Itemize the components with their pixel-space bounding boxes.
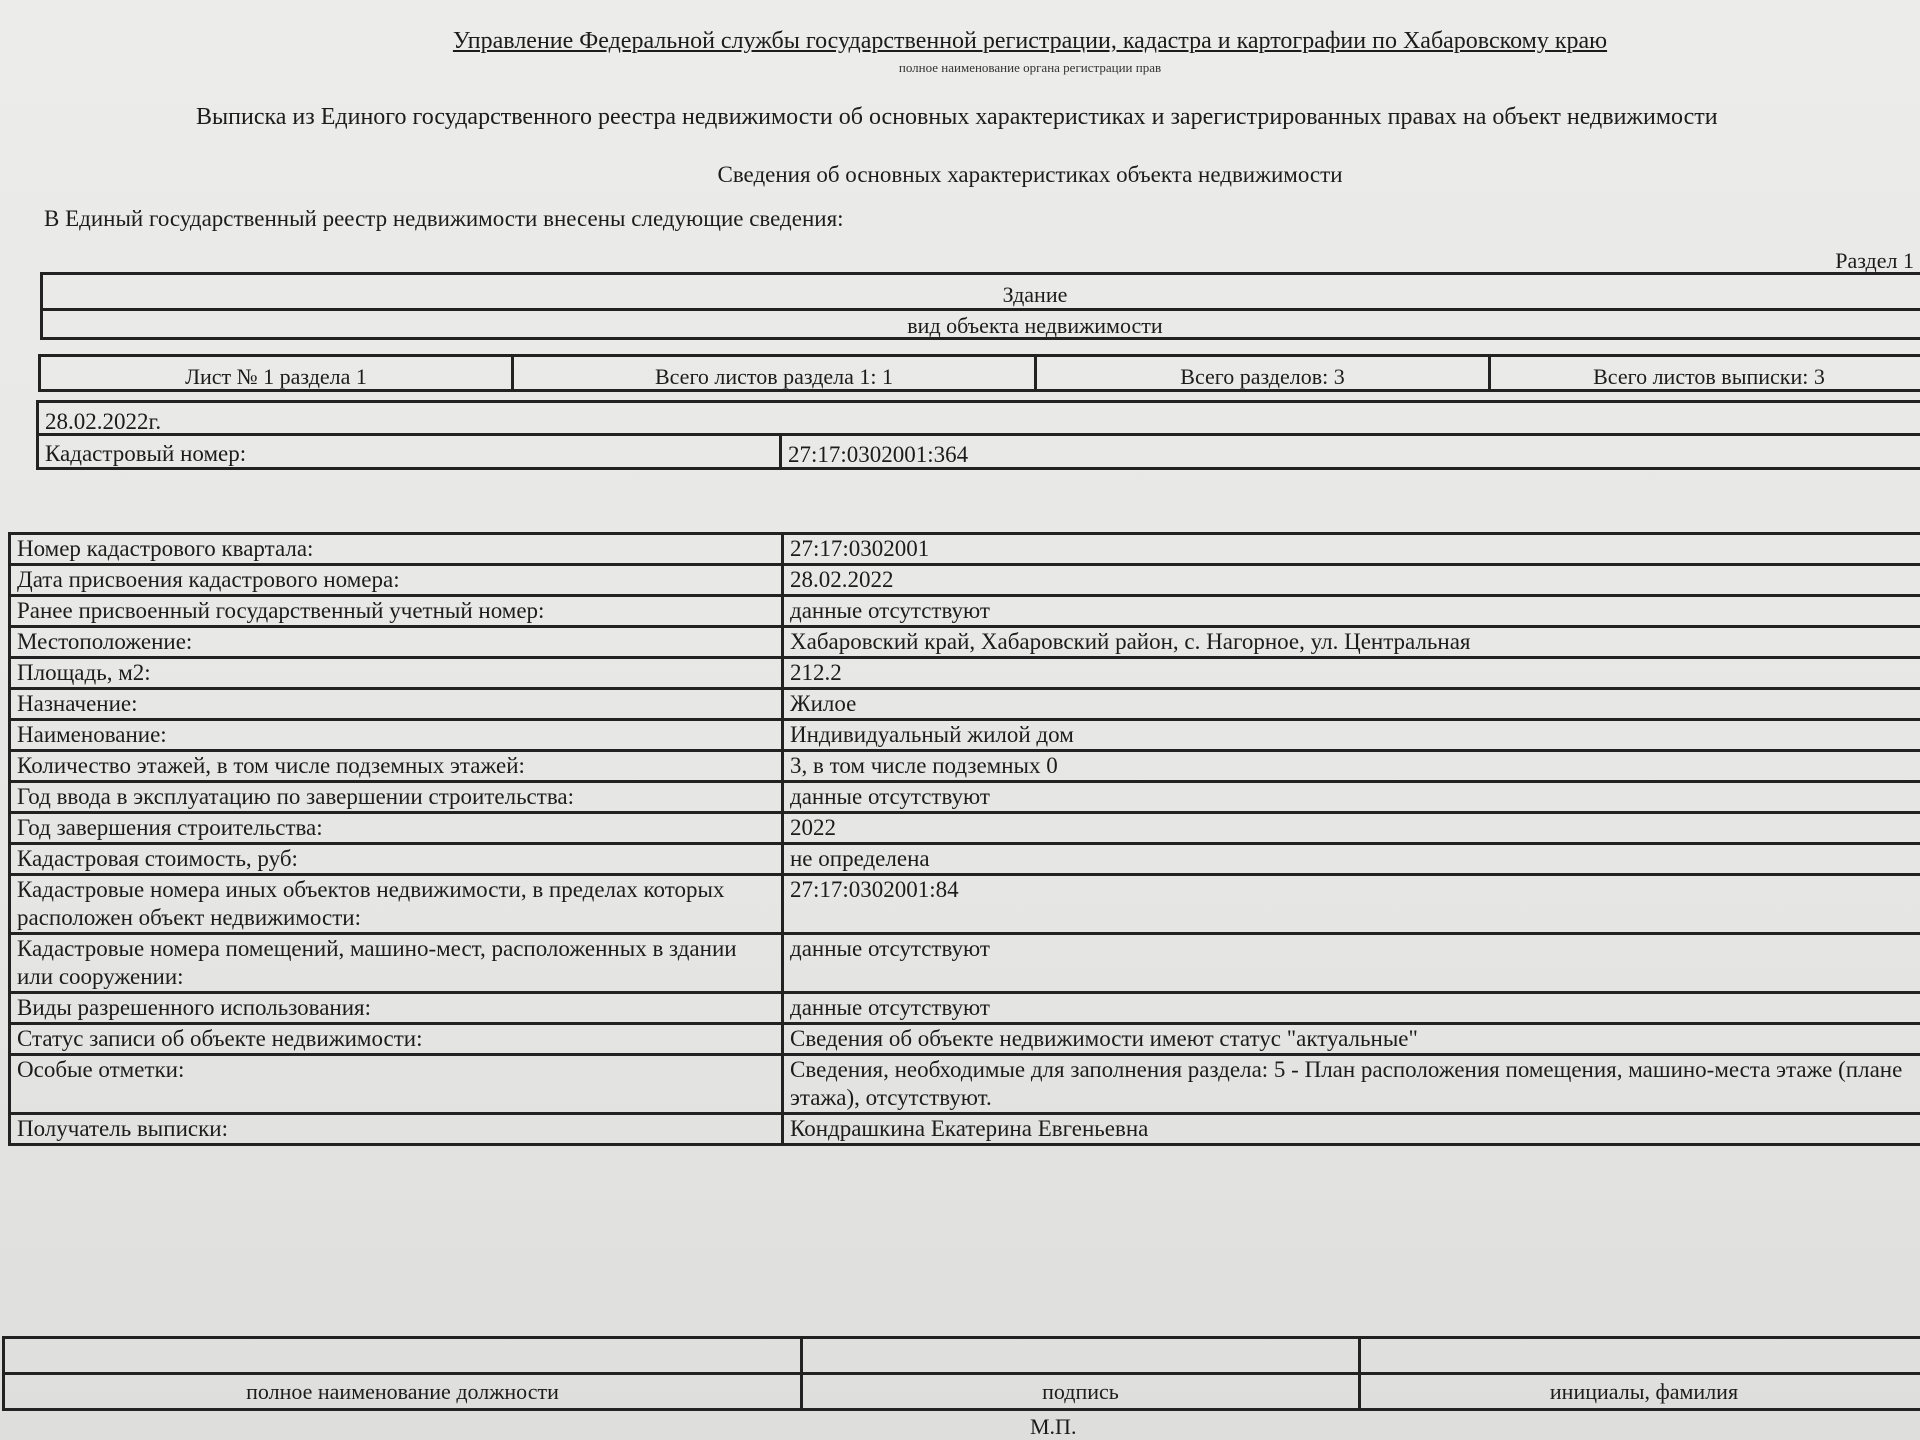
document-title: Выписка из Единого государственного реестра недвижимости об основных характеристиках и зарегистрированных правах на объект недвижимости xyxy=(196,104,1718,130)
object-type-box xyxy=(40,272,1920,340)
table-row xyxy=(10,934,1920,993)
row-value: Жилое xyxy=(783,689,1920,720)
row-label: Местоположение: xyxy=(10,627,783,658)
signature-field xyxy=(802,1338,1360,1374)
signature-caption: подпись xyxy=(802,1374,1360,1410)
object-type: Здание xyxy=(43,275,1920,311)
row-label: Дата присвоения кадастрового номера: xyxy=(10,565,783,596)
row-label: Статус записи об объекте недвижимости: xyxy=(10,1024,783,1055)
extract-date: 28.02.2022г. xyxy=(39,403,1920,436)
sheet-number: Лист № 1 раздела 1 xyxy=(41,357,514,389)
row-label: Назначение: xyxy=(10,689,783,720)
table-row xyxy=(10,993,1920,1024)
cadastral-number-value: 27:17:0302001:364 xyxy=(788,442,969,467)
characteristics-table xyxy=(8,532,1920,1146)
table-row xyxy=(10,875,1920,934)
cadastral-number-label: Кадастровый номер: xyxy=(39,436,782,470)
sheets-info xyxy=(38,354,1920,392)
position-caption: полное наименование должности xyxy=(4,1374,802,1410)
row-label: Виды разрешенного использования: xyxy=(10,993,783,1024)
section-title: Сведения об основных характеристиках объекта недвижимости xyxy=(717,162,1343,187)
stamp-place: М.П. xyxy=(1030,1414,1077,1439)
row-label: Год завершения строительства: xyxy=(10,813,783,844)
row-value: Индивидуальный жилой дом xyxy=(783,720,1920,751)
row-value: не определена xyxy=(783,844,1920,875)
row-value: данные отсутствуют xyxy=(783,993,1920,1024)
row-value: Сведения об объекте недвижимости имеют статус "актуальные" xyxy=(783,1024,1920,1055)
authority-name: Управление Федеральной службы государственной регистрации, кадастра и картографии по Хабаровскому краю xyxy=(452,28,1608,54)
row-label: Номер кадастрового квартала: xyxy=(10,534,783,565)
row-value: Сведения, необходимые для заполнения раздела: 5 - План расположения помещения, машино-места этаже (плане этажа), отсутствуют. xyxy=(783,1055,1920,1114)
intro-text: В Единый государственный реестр недвижимости внесены следующие сведения: xyxy=(44,206,844,231)
row-label: Наименование: xyxy=(10,720,783,751)
row-label: Количество этажей, в том числе подземных этажей: xyxy=(10,751,783,782)
section-label: Раздел 1 xyxy=(1835,248,1914,273)
table-row xyxy=(10,627,1920,658)
row-label: Кадастровая стоимость, руб: xyxy=(10,844,783,875)
table-row xyxy=(10,658,1920,689)
row-value: данные отсутствуют xyxy=(783,782,1920,813)
row-label: Год ввода в эксплуатацию по завершении строительства: xyxy=(10,782,783,813)
total-sections: Всего разделов: 3 xyxy=(1037,357,1491,389)
row-label: Особые отметки: xyxy=(10,1055,783,1114)
row-value: данные отсутствуют xyxy=(783,596,1920,627)
cadastral-number-row xyxy=(39,436,1920,470)
row-value: 212.2 xyxy=(783,658,1920,689)
table-row xyxy=(10,720,1920,751)
row-label: Получатель выписки: xyxy=(10,1114,783,1145)
table-row xyxy=(10,1055,1920,1114)
row-label: Площадь, м2: xyxy=(10,658,783,689)
authority-caption: полное наименование органа регистрации прав xyxy=(898,60,1162,75)
table-row xyxy=(10,751,1920,782)
name-field xyxy=(1360,1338,1920,1374)
total-section-sheets: Всего листов раздела 1: 1 xyxy=(514,357,1037,389)
row-value: 27:17:0302001:84 xyxy=(783,875,1920,934)
table-row xyxy=(10,596,1920,627)
name-caption: инициалы, фамилия xyxy=(1360,1374,1920,1410)
table-row xyxy=(10,1024,1920,1055)
row-value: Хабаровский край, Хабаровский район, с. Нагорное, ул. Центральная xyxy=(783,627,1920,658)
table-row xyxy=(10,534,1920,565)
row-label: Кадастровые номера помещений, машино-мест, расположенных в здании или сооружении: xyxy=(10,934,783,993)
row-label: Кадастровые номера иных объектов недвижимости, в пределах которых расположен объект недвижимости: xyxy=(10,875,783,934)
table-row xyxy=(10,565,1920,596)
row-value: 27:17:0302001 xyxy=(783,534,1920,565)
table-row xyxy=(10,844,1920,875)
table-row xyxy=(10,782,1920,813)
row-value: данные отсутствуют xyxy=(783,934,1920,993)
summary-box xyxy=(36,400,1920,470)
position-field xyxy=(4,1338,802,1374)
row-value: Кондрашкина Екатерина Евгеньевна xyxy=(783,1114,1920,1145)
signature-table xyxy=(2,1336,1920,1411)
table-row xyxy=(10,1114,1920,1145)
object-type-caption: вид объекта недвижимости xyxy=(907,313,1163,338)
total-extract-sheets: Всего листов выписки: 3 xyxy=(1593,364,1825,389)
table-row xyxy=(10,813,1920,844)
row-label: Ранее присвоенный государственный учетный номер: xyxy=(10,596,783,627)
table-row xyxy=(10,689,1920,720)
row-value: 2022 xyxy=(783,813,1920,844)
row-value: 3, в том числе подземных 0 xyxy=(783,751,1920,782)
row-value: 28.02.2022 xyxy=(783,565,1920,596)
